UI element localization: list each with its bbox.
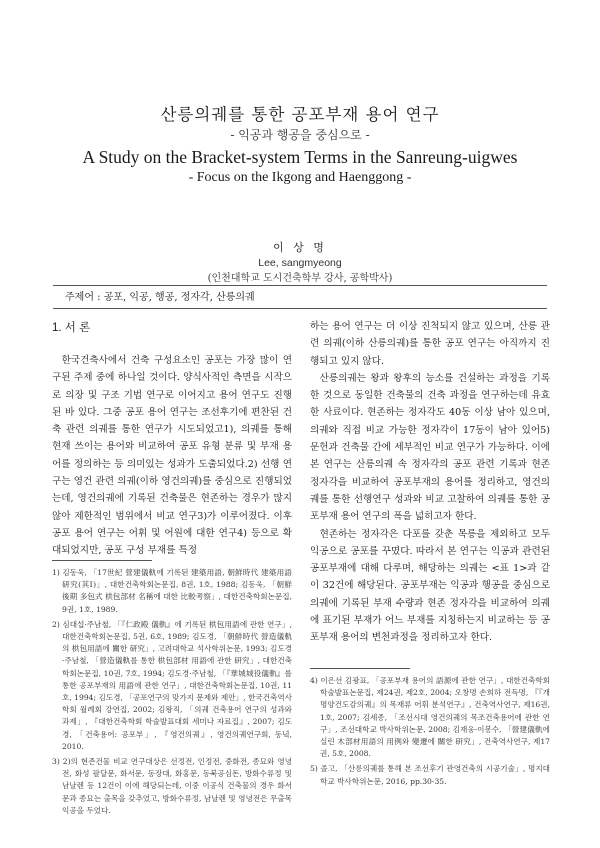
author-block xyxy=(0,240,600,286)
body-paragraph: 현존하는 정자각은 다포를 갖춘 목릉을 제외하고 모두 익공으로 공포를 꾸몄다. 따라서 본 연구는 익공과 관련된 공포부재에 대해 다루며, 해당하는 의궤는 <표 1>과 같이 32건에 해당된다. 공포부재는 익공과 행공을 중심으로 의궤에 기록된 부재 수량과 현존 정자각을 비교하여 의궤에 표기된 부재가 어느 부재를 지칭하는지 비교하는 등 공포부재 용어의 변천과정을 정리하고자 한다. xyxy=(310,528,550,644)
subtitle-korean: - 익공과 행공을 중심으로 - xyxy=(230,128,370,142)
left-column xyxy=(52,318,292,560)
footnote: 3) 2)의 현존건물 비교 연구대상은 선정전, 인정전, 중화전, 종묘와 영녕전, 화성 팔달문, 화서문, 동장대, 화홍문, 동북공심돈, 방화수류정 및 남날렌 등 12건이 이에 해당되는데, 이중 이공식 건축물의 경우 화서문과 종묘는 출목을 갖추었고, 방화수류정, 남날렌 및 영녕전은 무출목 익공을 두었다. xyxy=(52,757,292,815)
subtitle-english: - Focus on the Ikgong and Haenggong - xyxy=(188,170,412,185)
footnote: 5) 졸고, 「산릉의궤를 통해 본 조선후기 관영건축의 시공기술」, 명지대학교 박사학위논문, 2016, pp.30-35. xyxy=(310,764,550,786)
title-english: A Study on the Bracket-system Terms in the Sanreung-uigwes xyxy=(82,147,518,167)
section-heading: 1. 서 론 xyxy=(52,322,91,334)
footnote: 2) 심대섭·주남철, 「『仁政殿 儀軌』에 기록된 栱包用語에 관한 연구」, 대한건축학회논문집, 5권, 6호, 1989; 김도경, 「朝鮮時代 營造儀軌의 栱包用語에 關한 研究」, 고려대학교 석사학위논문, 1993; 김도경·주남철, 「營造儀軌를 통한 栱包部材 用語에 관한 研究」, 대한건축학회논문집, 10권, 7호, 1994; 김도경·주남철, 「『華城城役儀軌』를 통한 공포부재의 用語에 관한 연구」, 대한건축학회논문집, 10권, 11호, 1994; 김도경, 「공포연구의 맞가지 문제와 제안」, 한국건축역사학회 월례회 강연집, 2002; 김왕직, 「의궤 건축용어 연구의 성과와 과제」, 『대한건축학회 학술발표대회 세미나 자료집』, 2007; 김도경, 「건축용어: 공포부」, 『영건의궤』, 영건의궤연구회, 동녘, 2010. xyxy=(52,619,292,751)
footnote-rule xyxy=(310,668,410,669)
author-name-english: Lee, sangmyeong xyxy=(258,257,342,269)
footnote: 4) 이은선 김광표, 「공포부재 용어의 語源에 관한 연구」, 대한건축학회 학술발표논문집, 제24권, 제2호, 2004; 오창명 손희하 전득명, 『『개명양건도감의궤』의 목재류 어휘 분석연구』, 건축역사연구, 제16권, 1호, 2007; 김세종, 「조선시대 영건의궤의 목조건축용어에 관한 연구」, 조선대학교 박사학위논문, 2008; 김재웅·이봉수, 「營建儀軌에 실린 木部材用語의 用例와 變遷에 關한 研究」, 건축역사연구, 제17권, 5호, 2008. xyxy=(310,676,550,759)
author-name: 이 상 명 xyxy=(273,241,327,254)
right-column xyxy=(310,318,550,647)
keywords-box: 주제어 : 공포, 익공, 행공, 정자각, 산릉의궤 xyxy=(53,285,547,309)
author-affiliation: (인천대학교 도시건축학부 강사, 공학박사) xyxy=(207,273,393,284)
footnote: 1) 김동욱, 「17世紀 營建儀軌에 기록된 建築用語, 朝鮮時代 建築用語 研究(其Ⅰ)」, 대한건축학회논문집, 8권, 1호, 1988; 김동욱, 「朝鮮後期 多包式 栱包部材 名稱에 대한 比較考察」, 대한건축학회논문집, 9권, 1호, 1989. xyxy=(52,568,292,614)
body-paragraph: 하는 용어 연구는 더 이상 진척되지 않고 있으며, 산릉 관련 의궤(이하 산릉의궤)를 통한 공포 연구는 아직까지 진행되고 있지 않다. xyxy=(310,321,550,367)
title-block xyxy=(0,104,600,188)
footnotes-left xyxy=(52,560,292,820)
body-paragraph: 산릉의궤는 왕과 왕후의 능소를 건설하는 과정을 기록한 것으로 동일한 건축물의 건축 과정을 연구하는데 유효한 사료이다. 현존하는 정자각도 40동 이상 남아 있으며, 의궤와 직접 비교 가능한 정자각이 17동이 남아 있어5) 문헌과 건축물 간에 세부적인 비교 연구가 가능하다. 이에 본 연구는 산릉의궤 속 정자각의 공포 관련 기록과 현존 정자각을 비교하여 공포부재의 용어를 정리하고, 영건의궤를 통한 선행연구 성과와 비교 고찰하여 의궤를 통한 공포부재 용어 연구의 폭을 넓히고자 한다. xyxy=(310,372,550,523)
footnote-rule xyxy=(52,560,152,561)
body-paragraph: 한국건축사에서 건축 구성요소인 공포는 가장 많이 연구된 주제 중에 하나일 것이다. 양식사적인 측면을 시작으로 의장 및 구조 기법 연구로 이어지고 용어 연구도 진행된 바 있다. 그중 공포 용어 연구는 조선후기에 편찬된 건축 관련 의궤를 통한 연구가 시도되었고1), 의궤를 통해 현재 쓰이는 용어와 비교하여 공포 유형 분류 및 부재 용어를 정의하는 등 의미있는 성과가 도출되었다.2) 선행 연구는 영건 관련 의궤(이하 영건의궤)를 중심으로 진행되었는데, 영건의궤에 기록된 건축물은 현존하는 경우가 많지 않아 제한적인 범위에서 비교 연구3)가 이루어졌다. 이후 공포 용어 연구는 어휘 및 어원에 대한 연구4) 등으로 확대되었지만, 공포 구성 부재를 특정 xyxy=(52,355,292,557)
title-korean: 산릉의궤를 통한 공포부재 용어 연구 xyxy=(160,105,440,124)
footnotes-right xyxy=(310,668,550,791)
